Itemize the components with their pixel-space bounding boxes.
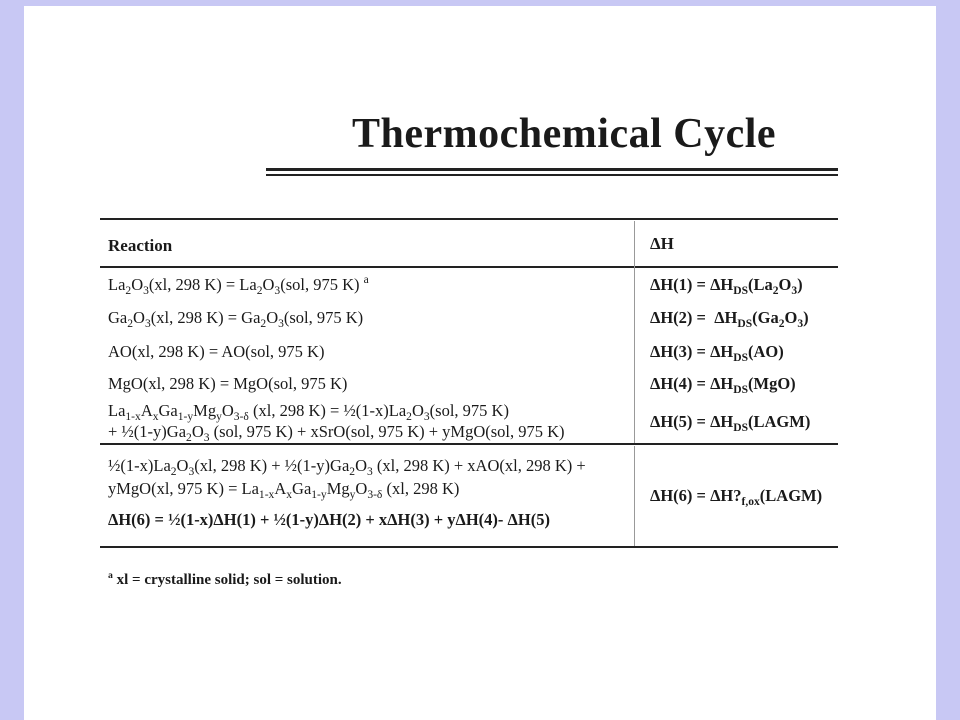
delta-h-4: $\Delta H(4) = \Delta H_{DS}(MgO)$ bbox=[650, 374, 796, 397]
reaction-2: $Ga_2O_3(xl$, 298 $K) = Ga_2O_3(sol$, 975 K) bbox=[108, 308, 364, 331]
table-bottom-rule bbox=[100, 546, 838, 548]
table-header-rule bbox=[100, 266, 838, 268]
page-title: Thermochemical Cycle bbox=[352, 111, 777, 157]
title-underline-thin bbox=[266, 174, 838, 176]
column-divider bbox=[634, 446, 635, 546]
table-footnote: $^a$ xl = crystalline solid; sol = solution. bbox=[108, 570, 342, 588]
column-divider bbox=[634, 221, 635, 443]
reaction-3: AO(xl, 298 K) = AO(sol, 975 K) bbox=[108, 342, 325, 361]
reaction-6-line-1: $\frac{1}{2}(1-x)La_2O_3(xl$, 298 $K) + \frac{1}{2}(1-y)Ga_2O_3$ (xl, 298 K) + xAO(xl, 298 K) + bbox=[108, 456, 586, 479]
reaction-6-line-2: yMgO(xl, 975 $K) = La_{1-x}A_xGa_{1-y}Mg_yO_{3-\delta}$ (xl, 298 K) bbox=[108, 479, 460, 502]
document-page bbox=[24, 6, 936, 720]
reaction-5-line-1: $La_{1-x}A_xGa_{1-y}Mg_yO_{3-\delta}$ (xl, 298 $K) = \frac{1}{2}(1-x)La_2O_3(sol$, 975 K) bbox=[108, 401, 509, 424]
header-reaction: Reaction bbox=[108, 236, 173, 255]
delta-h-3: $\Delta H(3) = \Delta H_{DS}(AO)$ bbox=[650, 342, 784, 365]
reaction-4: MgO(xl, 298 K) = MgO(sol, 975 K) bbox=[108, 374, 348, 393]
table-top-rule bbox=[100, 218, 838, 220]
table-section-rule bbox=[100, 443, 838, 445]
delta-h-6: $\Delta H(6) = \Delta H?_{f,ox}(LAGM)$ bbox=[650, 486, 823, 509]
delta-h-5: $\Delta H(5) = \Delta H_{DS}(LAGM)$ bbox=[650, 412, 811, 435]
reaction-6-equation: ΔH(6) = ½(1-x)ΔH(1) + ½(1-y)ΔH(2) + xΔH(3) + yΔH(4)- ΔH(5) bbox=[108, 510, 550, 529]
header-delta-h: ΔH bbox=[650, 234, 674, 253]
reaction-5-line-2: + $\frac{1}{2}(1-y)Ga_2O_3$ (sol, 975 K) + xSrO(sol, 975 K) + yMgO(sol, 975 K) bbox=[108, 422, 565, 445]
reaction-1: $La_2O_3(xl$, 298 $K) = La_2O_3(sol$, 975 K) $^a$ bbox=[108, 274, 369, 298]
delta-h-2: $\Delta H(2) = \Delta H_{DS}(Ga_2O_3)$ bbox=[650, 308, 809, 331]
delta-h-1: $\Delta H(1) = \Delta H_{DS}(La_2O_3)$ bbox=[650, 275, 803, 298]
title-underline-thick bbox=[266, 168, 838, 171]
